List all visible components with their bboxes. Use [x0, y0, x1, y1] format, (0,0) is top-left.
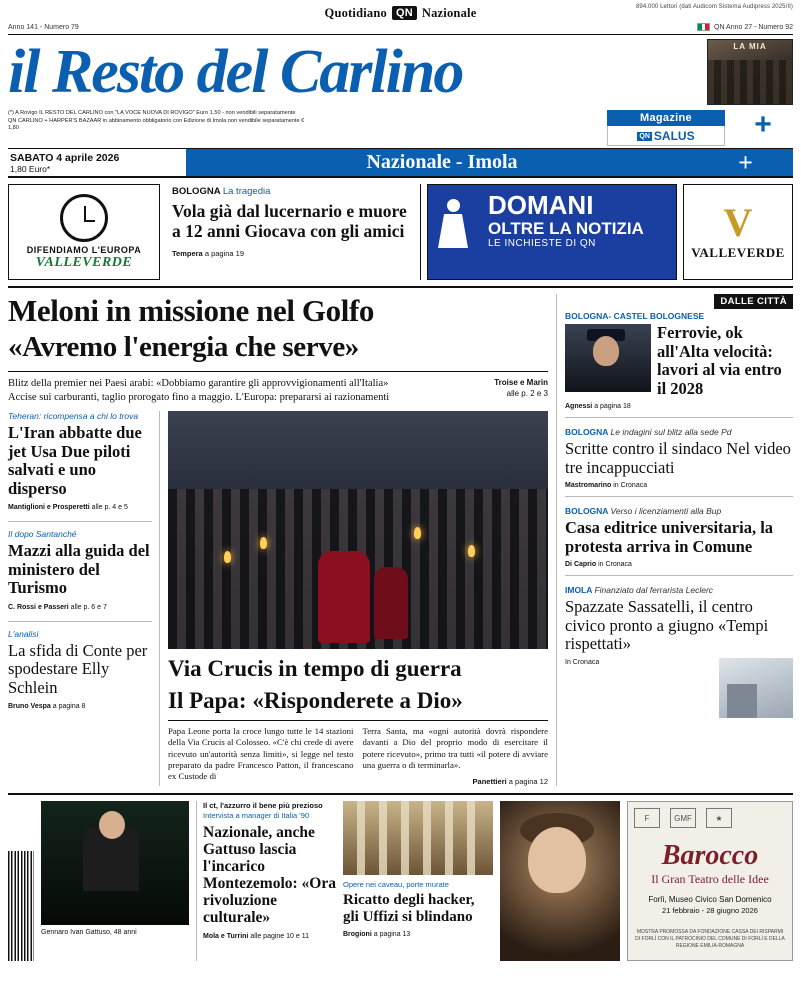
legal-line-1: (*) A Rovigo IL RESTO DEL CARLINO con "LA VOCE NUOVA DI ROVIGO" Euro 1,50 - non vendibili separatamente — [8, 110, 296, 116]
rail-story-turismo-headline: Mazzi alla guida del ministero del Turismo — [8, 541, 150, 597]
gattuso-kicker — [203, 801, 336, 820]
gattuso-authors: Mola e Turrini — [203, 933, 249, 941]
bologna-teaser-kicker-light: La tragedia — [222, 186, 271, 197]
city-item-bup-credit — [565, 561, 793, 568]
lead-summary-row — [8, 371, 548, 404]
city-item-bup[interactable] — [565, 504, 793, 568]
main-photo-headline-1: Via Crucis in tempo di guerra — [168, 656, 462, 681]
barocco-ad[interactable] — [627, 801, 793, 961]
barocco-ad-fineprint: MOSTRA PROMOSSA DA FONDAZIONE CASSA DEI RISPARMI DI FORLÌ CON IL PATROCINIO DEL COMUNE DI FORLÌ E DELLA REGIONE EMILIA-ROMAGNA — [635, 929, 785, 950]
barocco-ad-title: Barocco — [661, 840, 759, 872]
city-item-bup-kicker-light: Verso i licenziamenti alla Bup — [610, 506, 722, 516]
rail-story-turismo[interactable] — [8, 529, 152, 611]
italian-flag-icon — [697, 23, 710, 31]
legal-and-promo-row — [8, 110, 793, 146]
main-photo-body — [168, 720, 548, 786]
city-item-scritte-credit — [565, 482, 793, 489]
salus-label: SALUS — [653, 129, 695, 143]
barocco-artwork — [500, 801, 620, 961]
rail-story-turismo-pages: alle p. 6 e 7 — [70, 603, 107, 611]
city-item-bup-page: in Cronaca — [598, 561, 632, 568]
divider-top — [8, 34, 793, 35]
lead-summary-line1: Blitz della premier nei Paesi arabi: «Dobbiamo garantire gli approvvigionamenti all'Italia» — [8, 378, 389, 389]
bologna-teaser-author: Tempera — [172, 249, 203, 258]
top-strip — [8, 0, 793, 20]
domani-line2: OLTRE LA NOTIZIA — [488, 219, 644, 238]
main-left-column — [8, 294, 548, 786]
domani-promo[interactable] — [427, 184, 677, 280]
promo-plus-sign: + — [754, 108, 772, 141]
valleverde-right-name: VALLEVERDE — [691, 245, 785, 260]
barocco-ad-logos — [634, 808, 786, 828]
valleverde-logo-icon: V — [723, 200, 753, 245]
valleverde-left-line1: DIFENDIAMO L'EUROPA — [26, 244, 142, 255]
gattuso-caption: Gennaro Ivan Gattuso, 48 anni — [41, 929, 137, 937]
barocco-ad-dates: 21 febbraio - 28 giugno 2026 — [662, 906, 758, 916]
masthead-promo-photo — [707, 39, 793, 105]
publisher-line — [325, 6, 477, 21]
city-item-scritte-kicker — [565, 425, 793, 437]
city-item-scritte[interactable] — [565, 425, 793, 489]
promo-row — [8, 184, 793, 280]
rail-story-iran-kicker: Teheran: ricompensa a chi lo trova — [8, 411, 139, 421]
date-band — [8, 148, 793, 178]
rail-story-conte[interactable] — [8, 629, 152, 711]
uffizi-author: Brogioni — [343, 931, 372, 939]
gattuso-story[interactable] — [196, 801, 336, 961]
city-item-ferrovie-author: Agnessi — [565, 403, 593, 410]
main-photo-body-col1: Papa Leone porta la croce lungo tutte le 14 stazioni della Via Crucis al Colosseo. «C'è chi crede di avere ricevuto un'autorità senza limiti», si legge nel testo preparato da padre Francesco Patton, il francescano ex Custode di — [168, 726, 354, 782]
city-item-scritte-headline: Scritte contro il sindaco Nel video tre incappucciati — [565, 439, 791, 477]
gattuso-photo — [41, 801, 189, 925]
valleverde-left-ad[interactable] — [8, 184, 160, 280]
legal-line-2: QN CARLINO + HARPER'S BAZAAR in abbinamento obbligatorio con Edizione di Imola non vendibile separatamente € 1,80 — [8, 117, 305, 131]
bologna-teaser-headline: Vola già dal lucernario e muore a 12 anni Giocava con gli amici — [172, 201, 407, 241]
city-item-ferrovie-page: a pagina 18 — [594, 403, 631, 410]
city-item-sassatelli-kicker-light: Finanziato dal ferrarista Leclerc — [594, 585, 714, 595]
bologna-teaser-byline — [172, 249, 412, 258]
clock-icon — [60, 194, 108, 242]
publisher-nazionale: Nazionale — [421, 5, 477, 20]
city-item-scritte-kicker-bold: BOLOGNA — [565, 427, 609, 437]
lead-body-columns — [8, 411, 548, 786]
bologna-tragedy-teaser[interactable] — [166, 184, 421, 280]
rail-divider-1 — [8, 521, 152, 522]
fondazione-logo-icon: F — [634, 808, 660, 828]
main-photo-credit-page: a pagina 12 — [508, 777, 548, 787]
rail-story-conte-pages: a pagina 8 — [52, 703, 86, 710]
masthead-promo-texture — [708, 60, 792, 104]
city-item-ferrovie-credit — [565, 403, 793, 410]
rail-story-iran[interactable] — [8, 411, 152, 511]
lead-headline-2: «Avremo l'energia che serve» — [8, 331, 359, 363]
salus-badge — [607, 126, 725, 146]
city-item-ferrovie-kicker — [565, 309, 793, 321]
city-item-scritte-kicker-light: Le indagini sul blitz alla sede Pd — [610, 427, 732, 437]
city-item-sassatelli[interactable] — [565, 583, 793, 720]
city-divider-3 — [565, 575, 793, 576]
bottom-strip — [8, 793, 793, 961]
rail-story-iran-pages: alle p. 4 e 5 — [91, 504, 128, 511]
valleverde-left-line2: VALLEVERDE — [35, 254, 133, 270]
city-item-scritte-author: Mastromarino — [565, 482, 612, 489]
issue-meta-row — [8, 23, 793, 31]
domani-line1: DOMANI — [488, 190, 594, 220]
uffizi-headline: Ricatto degli hacker, gli Uffizi si blindano — [343, 892, 475, 925]
uffizi-story[interactable] — [343, 801, 493, 961]
main-photo-credit-author: Panettieri — [472, 777, 507, 787]
city-item-sassatelli-page: In Cronaca — [565, 658, 600, 666]
city-item-bup-kicker — [565, 504, 793, 516]
dalle-citta-label: DALLE CITTÀ — [714, 294, 793, 309]
city-item-sassatelli-kicker — [565, 583, 793, 595]
barcode — [8, 801, 34, 961]
uffizi-photo — [343, 801, 493, 875]
gattuso-credit — [203, 933, 336, 940]
lead-summary-line2: Accise sui carburanti, taglio prorogato fino a maggio. L'Europa: prepararsi ai razionamenti — [8, 391, 390, 403]
salus-qn-mark: QN — [639, 133, 650, 140]
edition-label: Nazionale - Imola — [186, 149, 698, 176]
bologna-teaser-kicker-bold: BOLOGNA — [172, 186, 221, 197]
magazine-badge: Magazine — [607, 110, 725, 126]
gattuso-kicker-bold: Il ct, l'azzurro il bene più prezioso — [203, 801, 323, 811]
lead-pages: alle p. 2 e 3 — [506, 389, 548, 398]
rail-story-turismo-authors: C. Rossi e Passeri — [8, 603, 69, 611]
lead-authors: Troise e Marin — [494, 378, 548, 387]
gattuso-headline: Nazionale, anche Gattuso lascia l'incarico Montezemolo: «Ora rivoluzione culturale» — [203, 824, 336, 927]
issue-date: SABATO 4 aprile 2026 — [10, 152, 120, 164]
dalle-citta-column — [556, 294, 793, 786]
city-item-sassatelli-kicker-bold: IMOLA — [565, 585, 593, 595]
city-item-scritte-page: in Cronaca — [613, 482, 648, 489]
rail-story-iran-authors: Mantiglioni e Prosperetti — [8, 504, 90, 511]
edition-plus: + — [698, 149, 793, 176]
domani-line3: LE INCHIESTE DI QN — [488, 238, 596, 249]
city-divider-2 — [565, 496, 793, 497]
rail-story-iran-headline: L'Iran abbatte due jet Usa Due piloti salvati e uno disperso — [8, 423, 142, 498]
reporter-figure-icon — [436, 199, 470, 251]
rail-story-conte-kicker: L'analisi — [8, 628, 39, 639]
city-item-ferrovie-photo — [565, 324, 651, 392]
via-crucis-photo — [168, 411, 548, 649]
main-photo-story[interactable] — [168, 411, 548, 786]
main-photo-headline-2: Il Papa: «Risponderete a Dio» — [168, 688, 463, 713]
left-rail — [8, 411, 160, 786]
lead-headline-1: Meloni in missione nel Golfo — [8, 293, 374, 328]
city-divider-1 — [565, 417, 793, 418]
gattuso-kicker-light: Intervista a manager di Italia '90 — [203, 810, 310, 820]
barocco-ad-venue: Forlì, Museo Civico San Domenico — [648, 895, 772, 905]
bologna-teaser-page: a pagina 19 — [204, 249, 245, 258]
comune-logo-icon: ★ — [706, 808, 732, 828]
gattuso-pages: alle pagine 10 e 11 — [250, 933, 309, 941]
issue-date-block — [8, 149, 186, 176]
city-item-ferrovie[interactable] — [565, 294, 793, 410]
valleverde-right-ad[interactable] — [683, 184, 793, 280]
uffizi-kicker: Opere nei caveau, porte murate — [343, 880, 449, 890]
rail-story-conte-credit — [8, 703, 152, 710]
main-photo-credit — [363, 777, 549, 786]
lead-signature — [476, 377, 548, 404]
page-title: il Resto del Carlino — [8, 38, 463, 106]
issue-left-meta: Anno 141 - Numero 79 — [8, 23, 79, 31]
rail-story-turismo-credit — [8, 604, 152, 611]
city-item-sassatelli-headline: Spazzate Sassatelli, il centro civico pronto a giugno «Tempi rispettati» — [565, 597, 769, 653]
city-item-sassatelli-photo — [719, 658, 793, 718]
bologna-teaser-kicker — [172, 186, 412, 197]
masthead-promo-caption: LA MIA — [733, 42, 767, 51]
city-item-bup-kicker-bold: BOLOGNA — [565, 506, 609, 516]
gmf-logo-icon: GMF — [670, 808, 696, 828]
lead-summary — [8, 377, 466, 404]
main-area — [8, 286, 793, 786]
rail-story-iran-credit — [8, 504, 152, 511]
rail-story-conte-authors: Bruno Vespa — [8, 703, 51, 710]
legal-notice — [8, 110, 308, 133]
uffizi-page: a pagina 13 — [373, 931, 411, 939]
issue-right-meta — [697, 23, 793, 31]
city-item-ferrovie-kicker-bold: BOLOGNA- CASTEL BOLOGNESE — [565, 311, 705, 321]
publisher-quotidiano: Quotidiano — [324, 5, 387, 20]
gattuso-photo-block[interactable] — [41, 801, 189, 961]
barocco-ad-subtitle: Il Gran Teatro delle Idee — [651, 872, 769, 887]
rail-story-conte-headline: La sfida di Conte per spodestare Elly Schlein — [8, 640, 148, 697]
issue-right-meta-label: QN Anno 27 - Numero 92 — [714, 23, 793, 31]
city-item-bup-author: Di Caprio — [565, 561, 597, 568]
rail-divider-2 — [8, 621, 152, 622]
masthead — [8, 37, 793, 109]
main-photo-body-col2: Terra Santa, ma «ogni autorità dovrà rispondere davanti a Dio del proprio modo di esercitare il potere ricevuto», primo tra tutti «il potere di avviare una guerra o di terminarla». — [362, 726, 548, 770]
qn-badge: QN — [392, 6, 417, 20]
readers-stat: 894.000 Lettori (dati Audicom Sistema Audipress 2025/II) — [635, 4, 793, 10]
magazine-promo-stack — [607, 110, 725, 146]
city-item-bup-headline: Casa editrice universitaria, la protesta arriva in Comune — [565, 518, 774, 556]
city-item-ferrovie-headline: Ferrovie, ok all'Alta velocità: lavori al via entro il 2028 — [657, 323, 782, 398]
issue-price: 1,80 Euro* — [10, 164, 51, 174]
rail-story-turismo-kicker: Il dopo Santanché — [8, 529, 77, 539]
uffizi-credit — [343, 931, 493, 938]
